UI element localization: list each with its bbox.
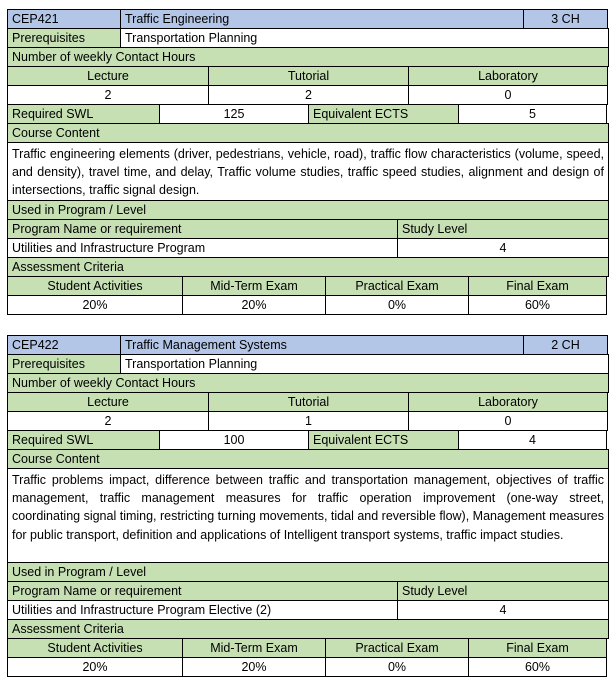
program-name: Utilities and Infrastructure Program Elective (2) — [7, 600, 398, 620]
credit-hours: 2 CH — [523, 335, 608, 355]
course-code: CEP422 — [7, 335, 121, 355]
student-activities-weight: 20% — [7, 657, 183, 677]
program-name-label: Program Name or requirement — [7, 219, 398, 239]
prerequisites-label: Prerequisites — [7, 354, 121, 374]
ects-label: Equivalent ECTS — [308, 104, 459, 124]
study-level: 4 — [397, 238, 609, 258]
practical-exam-weight: 0% — [325, 295, 469, 315]
final-exam-weight: 60% — [468, 657, 607, 677]
swl-value: 100 — [159, 430, 309, 450]
midterm-weight: 20% — [182, 657, 326, 677]
contact-hours-label: Number of weekly Contact Hours — [7, 47, 609, 67]
swl-value: 125 — [159, 104, 309, 124]
midterm-label: Mid-Term Exam — [182, 276, 326, 296]
midterm-label: Mid-Term Exam — [182, 638, 326, 658]
tutorial-label: Tutorial — [208, 392, 409, 412]
practical-exam-weight: 0% — [325, 657, 469, 677]
prerequisites-value: Transportation Planning — [120, 354, 609, 374]
laboratory-label: Laboratory — [408, 392, 608, 412]
lecture-hours: 2 — [7, 411, 209, 431]
course-table-cep422 — [7, 335, 608, 676]
final-exam-label: Final Exam — [468, 276, 607, 296]
final-exam-weight: 60% — [468, 295, 607, 315]
lecture-label: Lecture — [7, 392, 209, 412]
credit-hours: 3 CH — [523, 9, 608, 29]
ects-value: 4 — [458, 430, 607, 450]
laboratory-hours: 0 — [408, 411, 608, 431]
course-content-text: Traffic problems impact, difference between traffic and transportation management, objectives of traffic management, traffic management measures for traffic operation improvement (one-way street, coordinating signal timing, restricting turning movements, tidal and reversible flow), Management measures for public transport, definition and applications of Intelligent transport systems, traffic impact studies. — [7, 468, 609, 563]
used-in-program-label: Used in Program / Level — [7, 562, 609, 582]
course-title: Traffic Management Systems — [120, 335, 524, 355]
course-content-text: Traffic engineering elements (driver, pedestrians, vehicle, road), traffic flow characteristics (volume, speed, and density), travel time, and delay, Traffic volume studies, traffic speed studies, alignment and design of intersections, traffic signal design. — [7, 142, 609, 201]
course-table-cep421 — [7, 9, 608, 314]
laboratory-hours: 0 — [408, 85, 608, 105]
study-level-label: Study Level — [397, 219, 609, 239]
assessment-criteria-label: Assessment Criteria — [7, 257, 609, 277]
student-activities-label: Student Activities — [7, 276, 183, 296]
midterm-weight: 20% — [182, 295, 326, 315]
lecture-label: Lecture — [7, 66, 209, 86]
swl-label: Required SWL — [7, 104, 160, 124]
practical-exam-label: Practical Exam — [325, 276, 469, 296]
swl-label: Required SWL — [7, 430, 160, 450]
practical-exam-label: Practical Exam — [325, 638, 469, 658]
study-level: 4 — [397, 600, 609, 620]
tutorial-hours: 2 — [208, 85, 409, 105]
tutorial-hours: 1 — [208, 411, 409, 431]
prerequisites-label: Prerequisites — [7, 28, 121, 48]
final-exam-label: Final Exam — [468, 638, 607, 658]
prerequisites-value: Transportation Planning — [120, 28, 609, 48]
course-title: Traffic Engineering — [120, 9, 524, 29]
student-activities-weight: 20% — [7, 295, 183, 315]
course-content-label: Course Content — [7, 449, 609, 469]
laboratory-label: Laboratory — [408, 66, 608, 86]
program-name: Utilities and Infrastructure Program — [7, 238, 398, 258]
study-level-label: Study Level — [397, 581, 609, 601]
course-code: CEP421 — [7, 9, 121, 29]
ects-label: Equivalent ECTS — [308, 430, 459, 450]
program-name-label: Program Name or requirement — [7, 581, 398, 601]
course-content-label: Course Content — [7, 123, 609, 143]
lecture-hours: 2 — [7, 85, 209, 105]
tutorial-label: Tutorial — [208, 66, 409, 86]
assessment-criteria-label: Assessment Criteria — [7, 619, 609, 639]
ects-value: 5 — [458, 104, 607, 124]
contact-hours-label: Number of weekly Contact Hours — [7, 373, 609, 393]
student-activities-label: Student Activities — [7, 638, 183, 658]
used-in-program-label: Used in Program / Level — [7, 200, 609, 220]
